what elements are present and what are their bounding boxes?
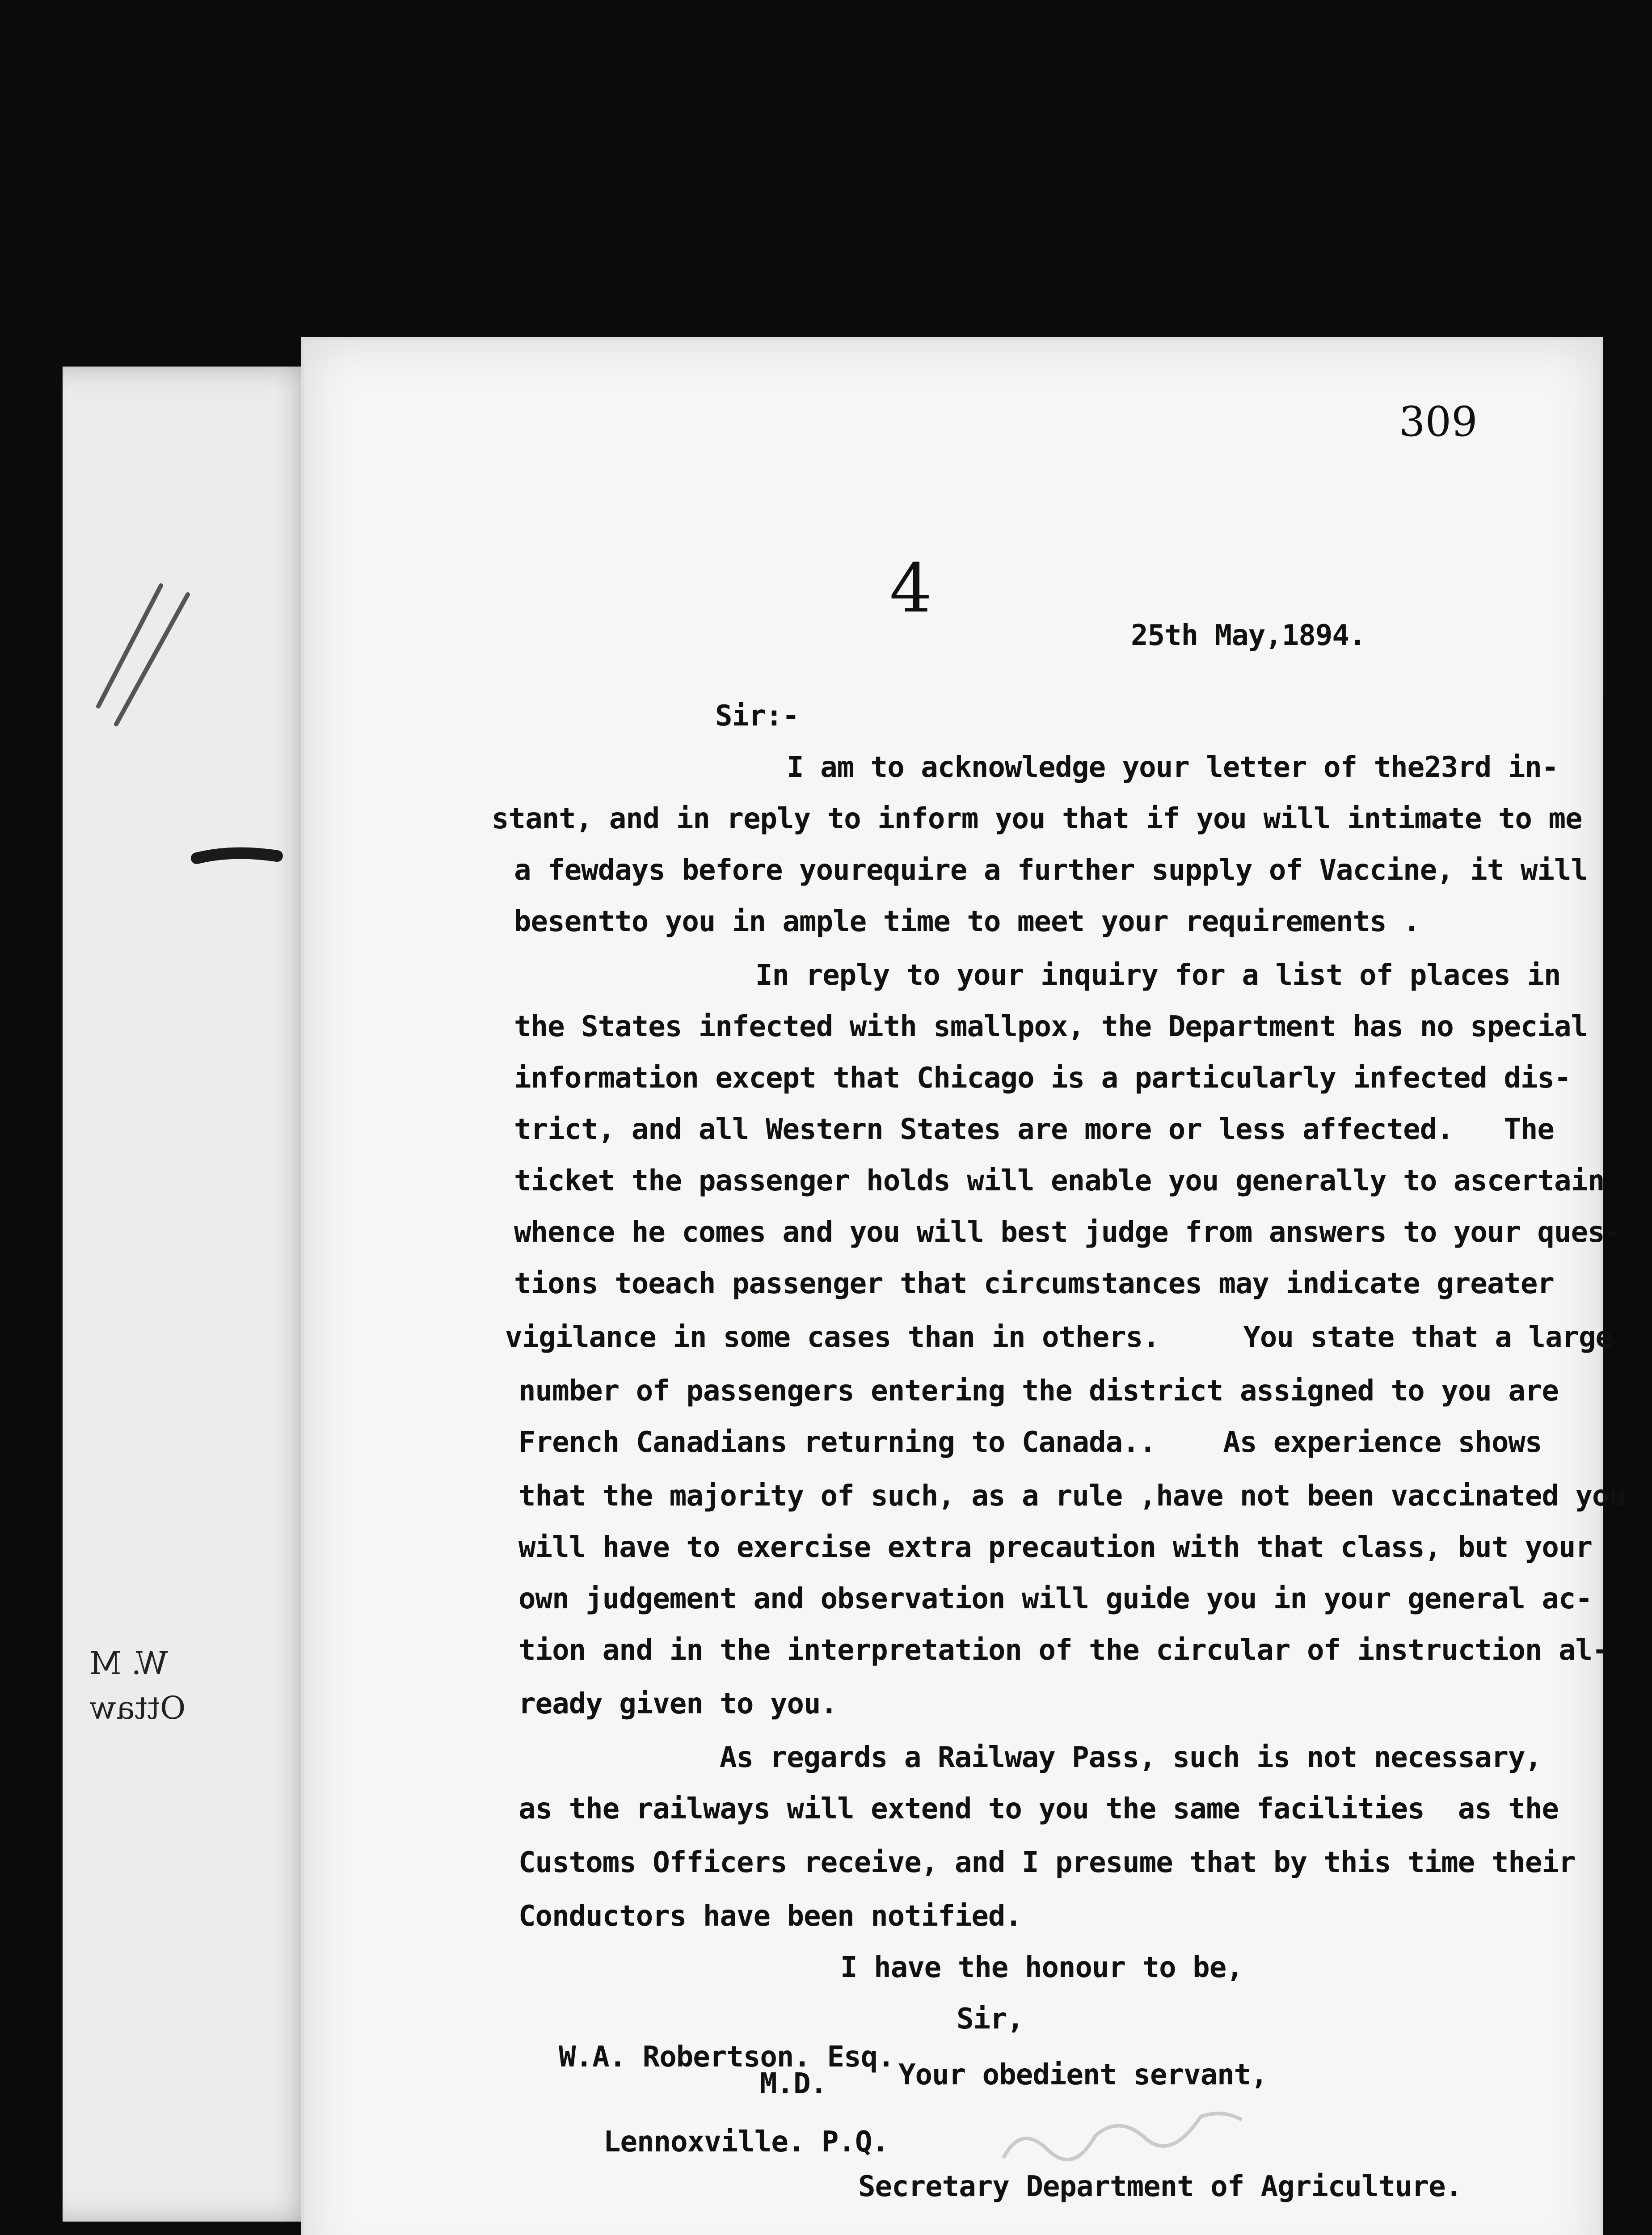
closing-sir: Sir, <box>957 2003 1024 2036</box>
body-line: a fewdays before yourequire a further supply of Vaccine, it will <box>514 854 1588 887</box>
body-line: tion and in the interpretation of the circular of instruction al- <box>518 1634 1609 1667</box>
body-line: stant, and in reply to inform you that if you will intimate to me <box>492 802 1582 835</box>
body-line: I am to acknowledge your letter of the23rd in- <box>787 751 1559 784</box>
body-line: whence he comes and you will best judge from answers to your ques- <box>514 1216 1622 1249</box>
body-line: ready given to you. <box>518 1687 838 1721</box>
body-line: Customs Officers receive, and I presume that by this time their <box>518 1846 1576 1879</box>
body-line: trict, and all Western States are more or less affected. The <box>514 1113 1554 1146</box>
body-line: ticket the passenger holds will enable you generally to ascertain <box>514 1164 1605 1198</box>
body-line: vigilance in some cases than in others. You state that a large <box>505 1321 1613 1354</box>
body-line: As regards a Railway Pass, such is not necessary, <box>720 1741 1542 1774</box>
body-line: information except that Chicago is a particularly infected dis- <box>514 1062 1571 1095</box>
sign-off: Your obedient servant, <box>898 2058 1268 2092</box>
body-line: as the railways will extend to you the same facilities as the <box>518 1792 1559 1826</box>
closing-line: I have the honour to be, <box>840 1951 1243 1984</box>
body-line: that the majority of such, as a rule ,have not been vaccinated you <box>518 1480 1626 1513</box>
salutation: Sir:- <box>715 700 799 733</box>
addressee-place: Lennoxville. P.Q. <box>603 2125 889 2159</box>
body-line: French Canadians returning to Canada.. As experience shows <box>518 1426 1542 1459</box>
body-line: the States infected with smallpox, the Department has no special <box>514 1010 1588 1043</box>
letter-date: 25th May,1894. <box>1131 619 1366 652</box>
page-number: 309 <box>1399 398 1478 446</box>
page-mark: 4 <box>889 550 932 628</box>
left-sheet-text-1: W. M <box>89 1645 168 1682</box>
left-sheet-text-2: Ottaw <box>89 1690 186 1726</box>
body-line: own judgement and observation will guide you in your general ac- <box>518 1582 1592 1615</box>
body-line: besentto you in ample time to meet your requirements . <box>514 905 1420 938</box>
body-line: Conductors have been notified. <box>518 1900 1022 1933</box>
signature-title: Secretary Department of Agriculture. <box>858 2170 1462 2203</box>
addressee-name: W.A. Robertson. Esq. <box>559 2041 894 2074</box>
body-line: number of passengers entering the district assigned to you are <box>518 1375 1559 1408</box>
body-line: tions toeach passenger that circumstances may indicate greater <box>514 1267 1554 1300</box>
addressee-title: M.D. <box>760 2067 827 2100</box>
body-line: In reply to your inquiry for a list of places in <box>755 959 1561 992</box>
body-line: will have to exercise extra precaution with that class, but your <box>518 1531 1592 1564</box>
